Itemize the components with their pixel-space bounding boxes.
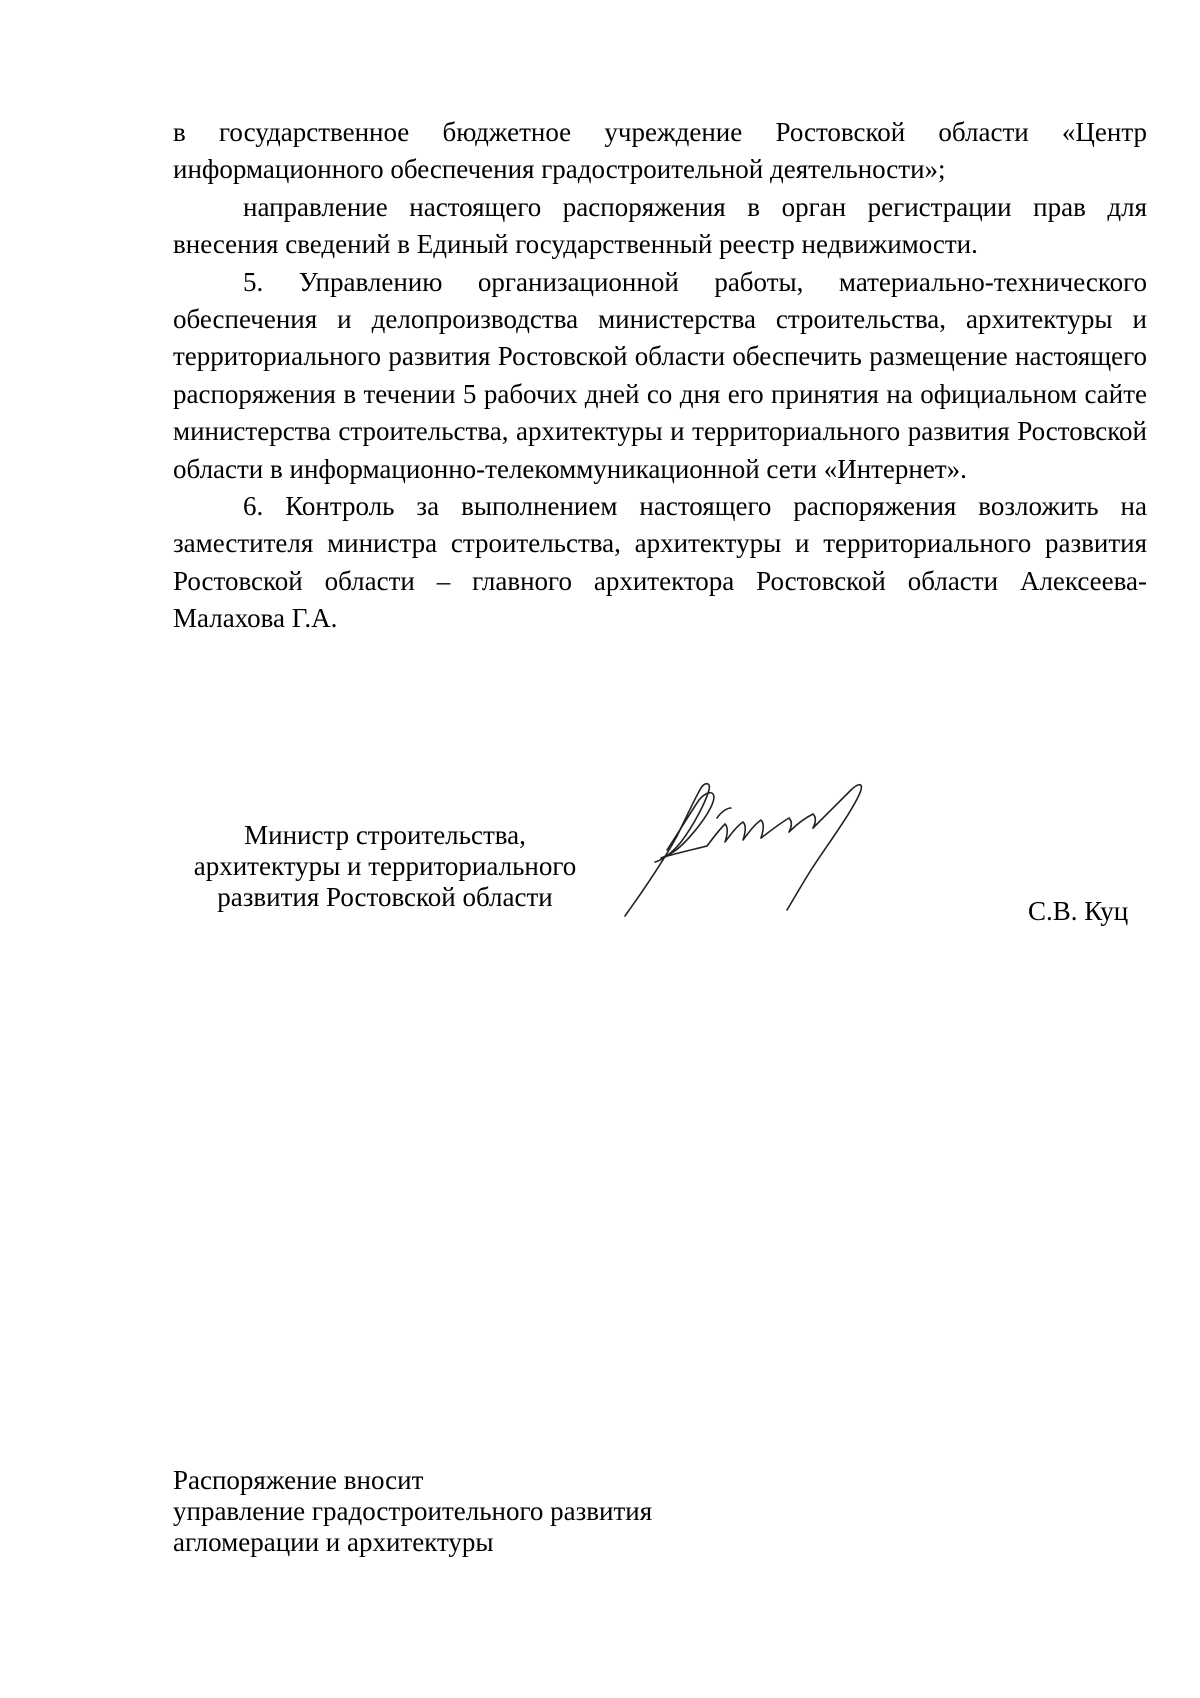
signatory-name: С.В. Куц — [1028, 896, 1129, 926]
signatory-title-line: развития Ростовской области — [217, 882, 553, 912]
signatory-title-line: Министр строительства, — [244, 820, 526, 850]
paragraph-item-5: 5. Управлению организационной работы, материально-технического обеспечения и делопроизводства министерства строительства, архитектуры и территориального развития Ростовской области обеспечить размещение настоящего распоряжения в течении 5 рабочих дней со дня его принятия на официальном сайте министерства строительства, архитектуры и территориального развития Ростовской области в информационно-телекоммуникационной сети «Интернет». — [173, 266, 1147, 484]
submitted-by-note — [173, 1465, 652, 1558]
submitted-by-line: Распоряжение вносит — [173, 1465, 424, 1495]
paragraph-item-6: 6. Контроль за выполнением настоящего распоряжения возложить на заместителя министра строительства, архитектуры и территориального развития Ростовской области – главного архитектора Ростовской области Алексеева-Малахова Г.А. — [173, 491, 1147, 634]
submitted-by-line: агломерации и архитектуры — [173, 1527, 494, 1557]
signatory-title-line: архитектуры и территориального — [193, 851, 577, 881]
paragraph-registration: направление настоящего распоряжения в орган регистрации прав для внесения сведений в Единый государственный реестр недвижимости. — [173, 191, 1147, 260]
handwritten-signature — [615, 778, 895, 918]
signatory-title — [160, 820, 610, 913]
paragraph-continuation: в государственное бюджетное учреждение Ростовской области «Центр информационного обеспечения градостроительной деятельности»; — [173, 117, 1147, 185]
submitted-by-line: управление градостроительного развития — [173, 1496, 653, 1526]
document-body — [173, 114, 1147, 638]
